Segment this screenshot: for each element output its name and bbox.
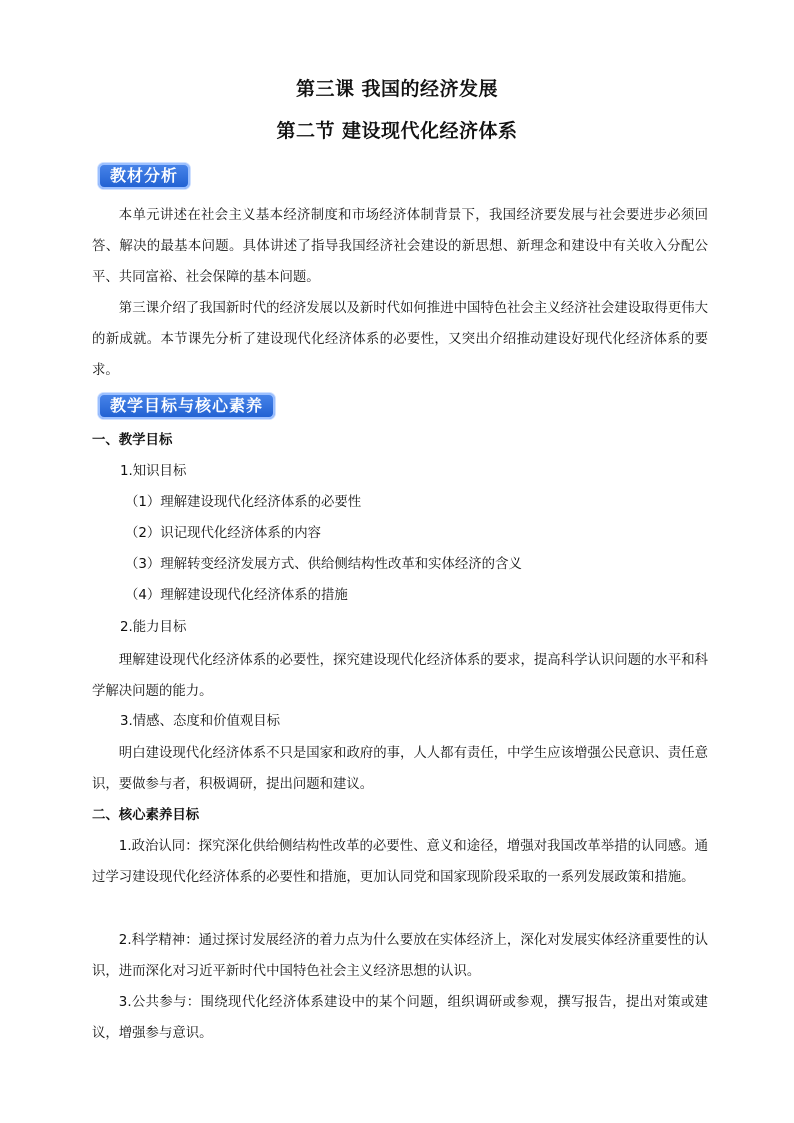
- knowledge-goal-item-3: （3）理解转变经济发展方式、供给侧结构性改革和实体经济的含义: [125, 557, 522, 572]
- ability-goal-text: 理解建设现代化经济体系的必要性，探究建设现代化经济体系的要求，提高科学认识问题的水平和科学解决问题的能力。: [92, 653, 708, 699]
- section-title: 第二节 建设现代化经济体系: [276, 120, 518, 142]
- knowledge-goal-item-1: （1）理解建设现代化经济体系的必要性: [125, 495, 362, 510]
- analysis-paragraph-2: 第三课介绍了我国新时代的经济发展以及新时代如何推进中国特色社会主义经济社会建设取得更伟大的新成就。本节课先分析了建设现代化经济体系的必要性，又突出介绍推动建设好现代化经济体系的要求。: [92, 301, 708, 378]
- teaching-goals-heading: 一、教学目标: [92, 433, 173, 448]
- analysis-paragraph-1: 本单元讲述在社会主义基本经济制度和市场经济体制背景下，我国经济要发展与社会要进步必须回答、解决的最基本问题。具体讲述了指导我国经济社会建设的新思想、新理念和建设中有关收入分配公平、共同富裕、社会保障的基本问题。: [92, 208, 708, 285]
- knowledge-goal-item-2: （2）识记现代化经济体系的内容: [125, 526, 321, 541]
- knowledge-goal-label: 1.知识目标: [120, 464, 187, 479]
- core-literacy-item-1: 1.政治认同：探究深化供给侧结构性改革的必要性、意义和途径，增强对我国改革举措的认同感。通过学习建设现代化经济体系的必要性和措施，更加认同党和国家现阶段采取的一系列发展政策和措施。: [92, 839, 708, 885]
- core-literacy-item-2: 2.科学精神：通过探讨发展经济的着力点为什么要放在实体经济上，深化对发展实体经济重要性的认识，进而深化对习近平新时代中国特色社会主义经济思想的认识。: [92, 933, 708, 979]
- core-literacy-item-3: 3.公共参与：围绕现代化经济体系建设中的某个问题，组织调研或参观，撰写报告，提出对策或建议，增强参与意识。: [92, 995, 708, 1041]
- lesson-title: 第三课 我国的经济发展: [295, 78, 499, 100]
- core-literacy-heading: 二、核心素养目标: [92, 808, 200, 823]
- knowledge-goal-item-4: （4）理解建设现代化经济体系的措施: [125, 588, 348, 603]
- objectives-badge: 教学目标与核心素养: [98, 393, 275, 419]
- emotion-goal-label: 3.情感、态度和价值观目标: [120, 714, 281, 729]
- ability-goal-label: 2.能力目标: [120, 620, 187, 635]
- emotion-goal-text: 明白建设现代化经济体系不只是国家和政府的事，人人都有责任，中学生应该增强公民意识、责任意识，要做参与者，积极调研，提出问题和建议。: [92, 746, 708, 792]
- analysis-badge: 教材分析: [98, 163, 190, 189]
